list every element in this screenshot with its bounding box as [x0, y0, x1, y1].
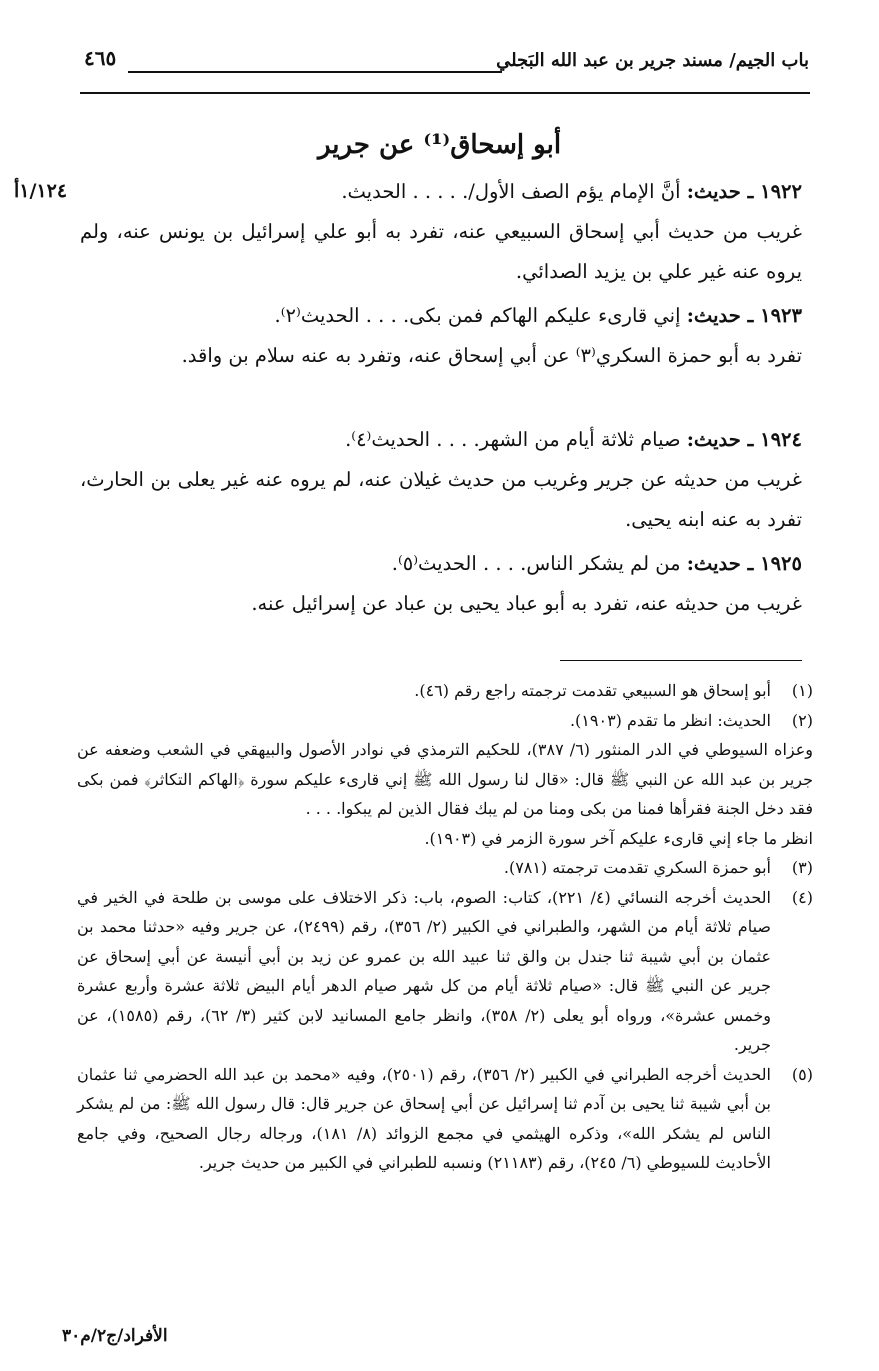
hadith-commentary: غريب من حديثه عنه، تفرد به أبو عباد يحيى بن عباد عن إسرائيل عنه.	[251, 592, 802, 615]
footnotes	[77, 676, 813, 1178]
footnote-separator	[560, 660, 802, 661]
hadith-number: ١٩٢٥ ـ حديث:	[686, 552, 802, 575]
hadith-1925	[80, 544, 802, 624]
footnote-4	[77, 883, 813, 1060]
footnote-text: الحديث أخرجه النسائي (٤/ ٢٢١)، كتاب: الصوم، باب: ذكر الاختلاف على موسى بن طلحة في الخير في صيام ثلاثة أيام من الشهر، والطبراني في الكبير (٢/ ٣٥٦)، رقم (٢٤٩٩)، عن جرير وفيه «حدثنا محمد بن عثمان بن أبي شيبة ثنا جندل بن والق ثنا عبيد الله بن عمرو عن زيد بن أبي أنيسة عن أبي إسحاق عن جرير عن النبي ﷺ قال: «صيام ثلاثة أيام من كل شهر صيام الدهر أيام البيض ثلاثة عشرة وأربع عشرة وخمس عشرة»، ورواه أبو يعلى (٢/ ٣٥٨)، وانظر جامع المسانيد لابن كثير (٣/ ٦٢)، رقم (١٥٨٥)، عن جرير.	[77, 887, 772, 1054]
hadith-number: ١٩٢٢ ـ حديث:	[686, 180, 802, 203]
hadith-heading	[80, 296, 802, 336]
footer-signature: الأفراد/ج٢/م٣٠	[62, 1326, 168, 1346]
hadith-text: أنَّ الإمام يؤم الصف الأول/. . . . . الحديث.	[341, 180, 681, 203]
footnote-2-continuation: انظر ما جاء إني قارىء عليكم آخر سورة الزمر في (١٩٠٣).	[424, 828, 813, 848]
hadith-1922	[80, 172, 802, 292]
footnote-text: أبو حمزة السكري تقدمت ترجمته (٧٨١).	[503, 858, 771, 877]
hadith-heading	[80, 172, 802, 212]
header-rule	[80, 92, 810, 94]
running-title: باب الجيم/ مسند جرير بن عبد الله البَجلي	[496, 50, 809, 71]
footnote-5	[77, 1060, 813, 1178]
hadith-heading	[80, 544, 802, 584]
footnote-number: (٣)	[791, 858, 813, 877]
footnote-text: الحديث أخرجه الطبراني في الكبير (٢/ ٣٥٦)، رقم (٢٥٠١)، وفيه «محمد بن عبد الله الحضرمي ثنا عثمان بن أبي شيبة ثنا يحيى بن آدم ثنا إسرائيل عن أبي إسحاق عن جرير قال: قال رسول الله ﷺ: من لم يشكر الناس لم يشكر الله»، وذكره الهيثمي في مجمع الزوائد (٨/ ١٨١)، ورجاله رجال الصحيح، وفي جامع الأحاديث للسيوطي (٦/ ٢٤٥)، رقم (٢١١٨٣) ونسبه للطبراني في الكبير من حديث جرير.	[77, 1064, 771, 1172]
footnote-number: (٢)	[791, 710, 813, 730]
header-dash-line	[128, 71, 502, 73]
hadith-commentary: تفرد به أبو حمزة السكري⁽٣⁾ عن أبي إسحاق عنه، وتفرد به عنه سلام بن واقد.	[181, 344, 802, 367]
page-number: ٤٦٥	[84, 46, 117, 70]
hadith-number: ١٩٢٤ ـ حديث:	[686, 428, 802, 451]
hadith-text: من لم يشكر الناس. . . . الحديث⁽٥⁾.	[391, 552, 681, 575]
footnote-number: (٤)	[791, 887, 813, 907]
margin-reference: ١/١٢٤أ	[14, 180, 68, 202]
hadith-1924	[80, 420, 802, 540]
footnote-number: (١)	[791, 681, 813, 700]
footnote-text: الحديث: انظر ما تقدم (١٩٠٣).	[569, 710, 771, 730]
footnote-2-continuation: وعزاه السيوطي في الدر المنثور (٦/ ٣٨٧)، للحكيم الترمذي في نوادر الأصول والبيهقي في الشعب وضعفه عن جرير بن عبد الله عن النبي ﷺ قال: «قال لنا رسول الله ﷺ إني قارىء عليكم سورة ﴿الهاكم التكاثر﴾ فمن بكى فقد دخل الجنة فقرأها فمنا من بكى ومنا من لم يبك فقال الذين لم يبكوا. . . .	[77, 740, 814, 818]
footnote-number: (٥)	[791, 1064, 813, 1084]
hadith-commentary: غريب من حديثه عن جرير وغريب من حديث غيلان عنه، لم يروه عنه غير يعلى بن الحارث، تفرد به عنه ابنه يحيى.	[80, 468, 802, 531]
hadith-text: إني قارىء عليكم الهاكم فمن بكى. . . . الحديث⁽٢⁾.	[274, 304, 681, 327]
hadith-1923	[80, 296, 802, 376]
footnote-3	[77, 853, 813, 883]
hadith-heading	[80, 420, 802, 460]
footnote-1	[77, 676, 813, 706]
hadith-number: ١٩٢٣ ـ حديث:	[686, 304, 802, 327]
section-title: أبو إسحاق⁽¹⁾ عن جرير	[317, 130, 562, 160]
hadith-commentary: غريب من حديث أبي إسحاق السبيعي عنه، تفرد به أبو علي إسرائيل بن يونس عنه، ولم يروه عنه غير علي بن يزيد الصدائي.	[80, 220, 802, 283]
footnote-text: أبو إسحاق هو السبيعي تقدمت ترجمته راجع رقم (٤٦).	[414, 681, 771, 700]
footnote-2	[77, 706, 813, 736]
hadith-text: صيام ثلاثة أيام من الشهر. . . . الحديث⁽٤⁾.	[345, 428, 681, 451]
